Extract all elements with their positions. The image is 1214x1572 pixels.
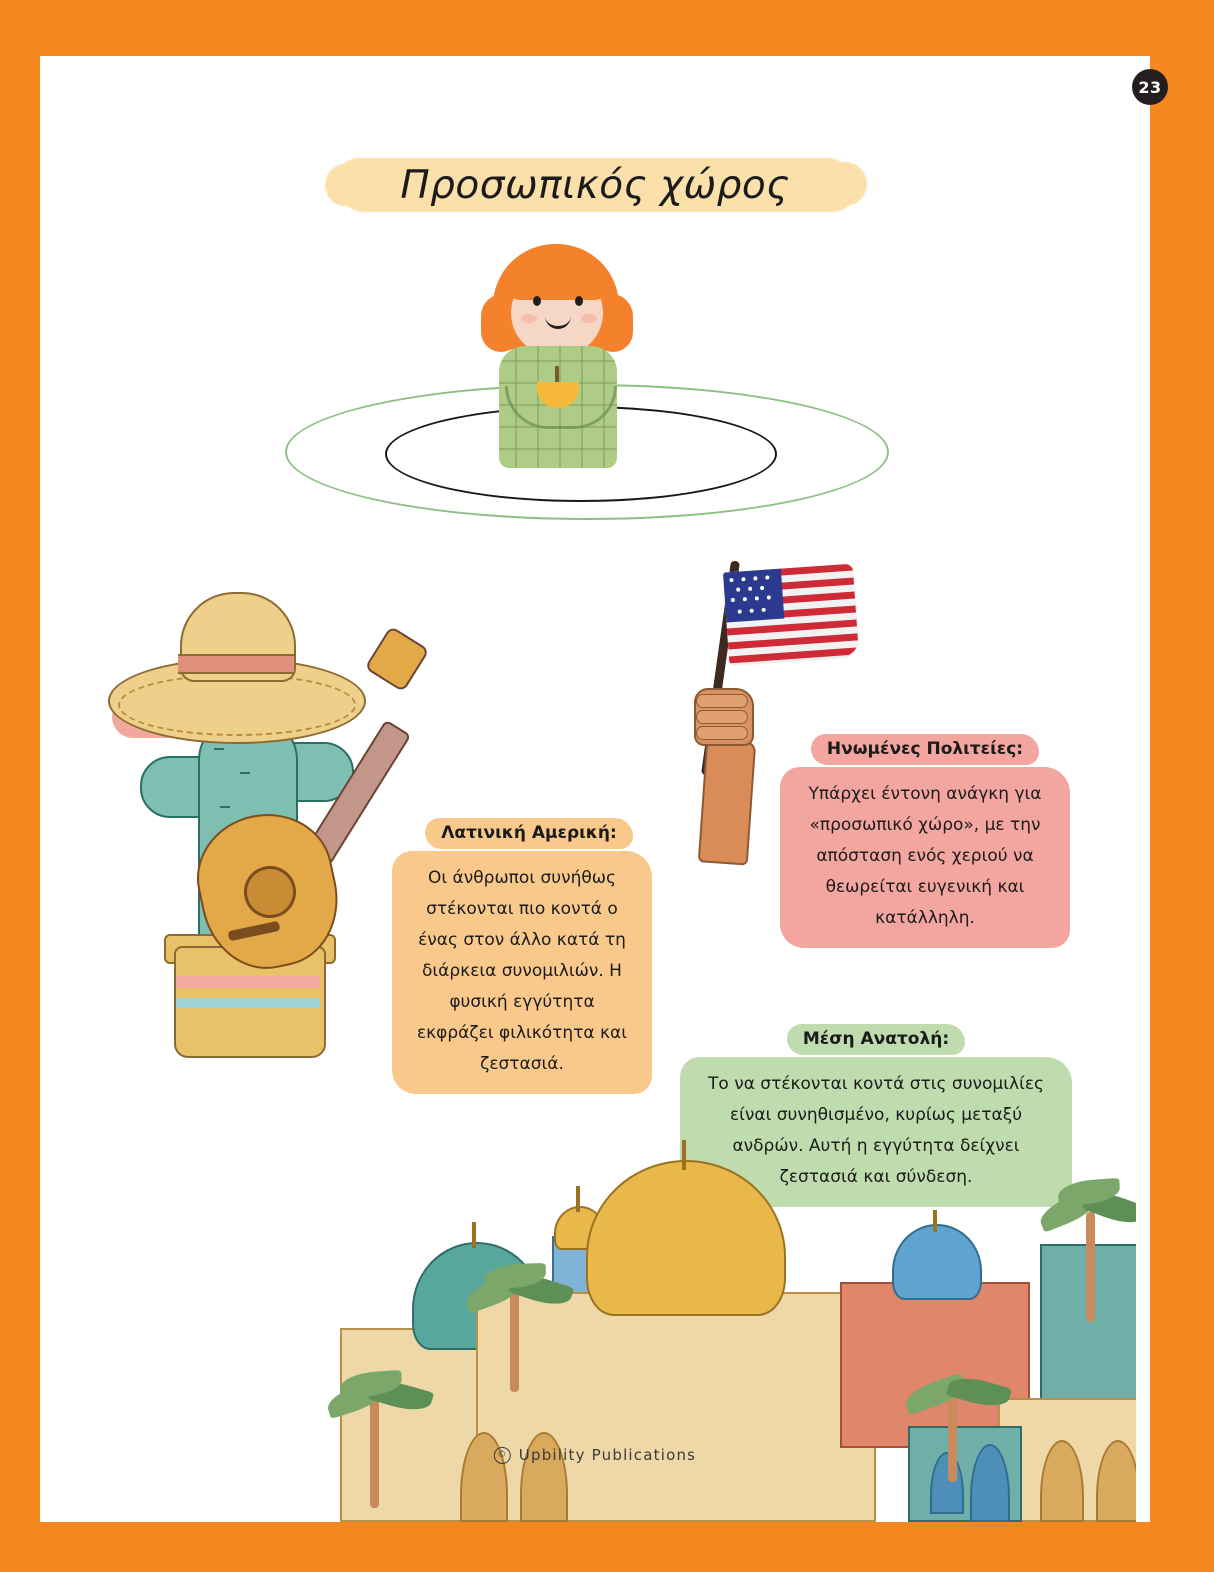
- heading-text: Μέση Ανατολή:: [802, 1029, 950, 1049]
- page-canvas: [40, 56, 1150, 1522]
- page-number-badge: 23: [1132, 69, 1168, 105]
- girl-figure: [475, 234, 675, 494]
- copyright-icon: ©: [494, 1447, 511, 1464]
- mariachi-cactus-illustration: [102, 546, 442, 1106]
- info-block-united-states-body: [780, 767, 1070, 948]
- info-block-middle-east-heading: [787, 1022, 965, 1057]
- heading-text: Ηνωμένες Πολιτείες:: [826, 739, 1024, 759]
- info-block-united-states-heading: [811, 732, 1039, 767]
- heading-text: Λατινική Αμερική:: [441, 823, 617, 843]
- info-block-middle-east: [680, 1022, 1072, 1207]
- publisher-name: Upbility Publications: [518, 1446, 697, 1464]
- body-text: Το να στέκονται κοντά στις συνομιλίες είναι συνηθισμένο, κυρίως μεταξύ ανδρών. Αυτή η εγγύτητα δείχνει ζεστασιά και σύνδεση.: [708, 1074, 1044, 1187]
- info-block-united-states: [780, 732, 1070, 948]
- page-title-text: Προσωπικός χώρος: [400, 162, 790, 208]
- page-title: [335, 150, 855, 220]
- info-block-latin-america-heading: [425, 816, 633, 851]
- usa-flag-icon: [723, 564, 859, 665]
- body-text: Οι άνθρωποι συνήθως στέκονται πιο κοντά ο ένας στον άλλο κατά τη διάρκεια συνομιλιών. Η φυσική εγγύτητα εκφράζει φιλικότητα και ζεστασιά.: [416, 868, 628, 1074]
- hero-illustration: [285, 234, 905, 524]
- info-block-latin-america-body: [392, 851, 652, 1094]
- publisher-credit: [494, 1446, 696, 1464]
- body-text: Υπάρχει έντονη ανάγκη για «προσωπικό χώρο», με την απόσταση ενός χεριού να θεωρείται ευγενική και κατάλληλη.: [808, 784, 1042, 928]
- page-edge: [1136, 56, 1150, 1522]
- info-block-latin-america: [392, 816, 652, 1094]
- info-block-middle-east-body: [680, 1057, 1072, 1207]
